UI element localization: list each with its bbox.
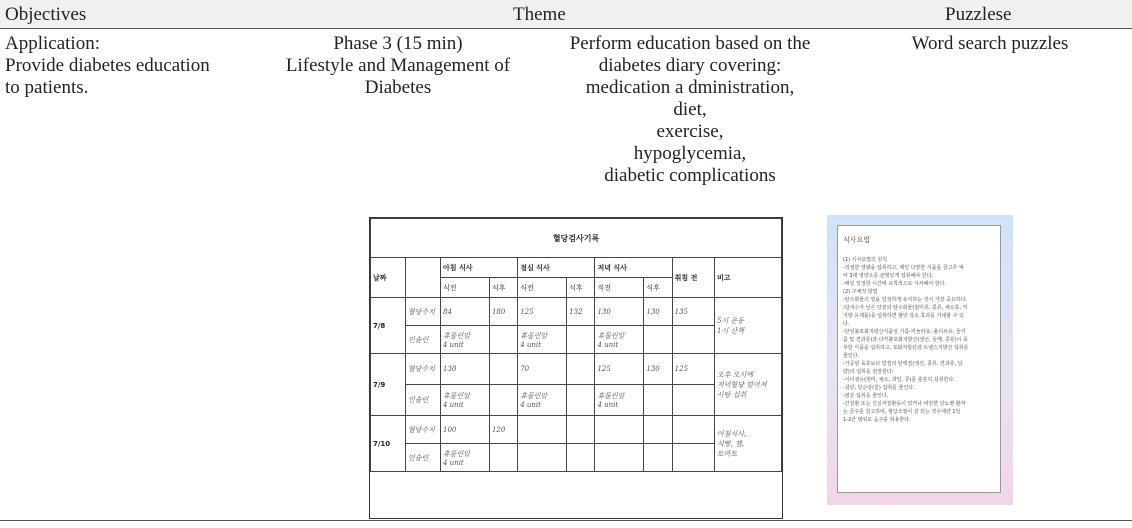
- content-line: exercise,: [656, 121, 724, 142]
- insulin-unit: 4 unit: [443, 340, 464, 349]
- diet-line: -식이섬유(현미, 채소, 과일, 콩)를 충분히 섭취한다.: [843, 377, 955, 383]
- insulin-unit: 4 unit: [597, 340, 619, 349]
- diary-note: [715, 298, 782, 354]
- diary-value: 70: [518, 354, 567, 385]
- diary-note-line: 1시 산책: [717, 326, 744, 335]
- insulin-name: 휴물린알: [520, 392, 548, 400]
- diary-value: 120: [489, 416, 517, 444]
- content-line: medication a dministration,: [585, 77, 795, 98]
- insulin-unit: 4 unit: [443, 401, 464, 409]
- header-rule: [0, 28, 1132, 29]
- diary-sub-header: 식후: [489, 278, 517, 298]
- diabetes-diary-image: [369, 217, 783, 519]
- diary-meal-header: 아침 식사: [441, 258, 518, 278]
- diary-meal-header: 저녁 식사: [595, 258, 672, 278]
- diary-note-header: 비고: [715, 258, 782, 298]
- diary-sub-header: 식전: [441, 278, 490, 298]
- table-header: [0, 0, 1132, 28]
- diary-value: 84: [441, 298, 490, 326]
- diary-sub-header: 식전: [595, 278, 644, 298]
- diary-date: 7/9: [371, 354, 406, 416]
- header-objectives: Objectives: [5, 4, 87, 25]
- diary-value: [567, 354, 595, 385]
- diary-title: 혈당검사기록: [371, 219, 782, 258]
- content-line: diabetes diary covering:: [598, 55, 782, 76]
- insulin-name: 휴물린알: [443, 392, 471, 400]
- diet-line: -적절한 열량을 섭취하고, 매일 다양한 식품을 골고루 먹: [843, 265, 964, 271]
- diet-line: 부한 식품을 섭취하고, 포화지방산과 트랜스지방산 섭취를: [843, 345, 969, 351]
- diet-line: -탄수화물의 양을 일정하게 유지하는 것이 가장 중요하다.: [843, 297, 968, 303]
- diary-label: 혈당수치: [406, 298, 441, 326]
- diet-line: (2) 구체적 방법: [843, 289, 878, 295]
- objective-cell: [5, 33, 260, 99]
- diary-value: 180: [489, 298, 517, 326]
- diary-label: 혈당수치: [406, 416, 441, 444]
- diary-note-line: 오후 오시에: [717, 370, 754, 379]
- diet-page: [837, 225, 1001, 493]
- diet-line: 어 3대 영양소를 균형있게 섭취해야 한다.: [843, 273, 933, 279]
- diary-value: 125: [595, 354, 644, 385]
- insulin-name: 휴물린알: [597, 392, 625, 400]
- objective-line: Provide diabetes education: [5, 55, 210, 76]
- content-line: hypoglycemia,: [633, 143, 747, 164]
- diary-note-line: 아침식사,: [717, 429, 747, 438]
- diet-line: -매일 일정한 시간에 규칙적으로 식사해야 한다.: [843, 281, 947, 287]
- insulin-unit: 4 unit: [520, 340, 541, 349]
- diary-sub-header: 식전: [518, 278, 567, 298]
- diary-insulin: [595, 326, 644, 354]
- diary-insulin: [518, 326, 567, 354]
- diary-value: 132: [567, 298, 595, 326]
- diary-meal-header: 점심 식사: [518, 258, 595, 278]
- phase-line: Diabetes: [364, 77, 432, 98]
- diet-line: -가공된 육류보다 양질의 단백질(생선, 콩류, 견과류, 달: [843, 361, 963, 367]
- diary-insulin: [441, 385, 490, 416]
- diet-line: -단일불포화지방산식품성 기름-카놀라유, 올리브유, 들기: [843, 329, 966, 335]
- diet-line: -간질환 또는 신실저질환등이 있거나 비만한 당뇨병 환자: [843, 401, 966, 407]
- diary-insulin: [518, 385, 567, 416]
- insulin-unit: 4 unit: [597, 401, 619, 409]
- phase-line: Phase 3 (15 min): [333, 33, 463, 54]
- insulin-unit: 4 unit: [443, 458, 464, 467]
- diary-note-line: 사탕 섭취: [717, 390, 747, 399]
- diary-label: 인슐린: [406, 444, 441, 472]
- header-theme: Theme: [513, 4, 566, 25]
- diet-line: (1) 식사요법의 원칙: [843, 257, 888, 263]
- bottom-rule: [0, 520, 1132, 521]
- content-line: diet,: [673, 99, 707, 120]
- diet-line: -당지수가 낮은 당질의 탄수화물(현미류, 콩류, 채소류, 저: [843, 305, 968, 311]
- objective-line: to patients.: [5, 77, 89, 98]
- content-line: Perform education based on the: [569, 33, 811, 54]
- diary-value: 130: [644, 298, 672, 326]
- diary-value: 130: [595, 298, 644, 326]
- header-puzzles: Puzzlese: [945, 4, 1012, 25]
- diet-line: 는 금주를 원고하며, 혈당조절이 잘 되는 경우에만 1일: [843, 409, 961, 415]
- diary-label: 혈당수치: [406, 354, 441, 385]
- diet-line: 다.: [843, 321, 850, 327]
- diary-value: [489, 354, 517, 385]
- insulin-unit: 4 unit: [520, 401, 541, 409]
- diary-insulin: [595, 385, 644, 416]
- diary-note-line: 식빵, 잼,: [717, 439, 744, 448]
- diary-value: 135: [672, 298, 714, 326]
- diary-insulin: [441, 326, 490, 354]
- diary-note: [715, 354, 782, 416]
- diary-sub-header: 식후: [644, 278, 672, 298]
- diary-value: 125: [672, 354, 714, 385]
- insulin-name: 휴물린알: [443, 449, 471, 458]
- diet-line: -설탕, 단순당(꿀) 섭취를 줄인다.: [843, 385, 915, 391]
- diet-therapy-image: [827, 215, 1013, 505]
- diary-date: 7/8: [371, 298, 406, 354]
- diary-note-line: 토마토: [717, 449, 738, 458]
- diet-line: 지방 유제품)을 섭취하면 혈당 감소 효과를 기대할 수 있: [843, 313, 964, 319]
- diary-date-header: 날짜: [371, 258, 406, 298]
- diary-bed-header: 취침 전: [672, 258, 714, 298]
- diary-value: 125: [518, 298, 567, 326]
- diet-title: 식사요법: [843, 236, 871, 244]
- diary-value: 100: [441, 416, 490, 444]
- diary-sub-header: 식후: [567, 278, 595, 298]
- insulin-name: 휴물린알: [520, 331, 548, 340]
- diet-line: 걀)의 섭취를 권장한다.: [843, 369, 894, 375]
- diary-note-line: 저녁혈당 떨어져: [717, 380, 767, 389]
- insulin-name: 휴물린알: [597, 331, 625, 340]
- content-cell: [540, 33, 840, 187]
- diary-value: 130: [441, 354, 490, 385]
- diet-line: 줄인다.: [843, 353, 860, 359]
- diary-note-line: 5시 운동: [717, 316, 744, 325]
- content-line: diabetic complications: [604, 165, 776, 186]
- phase-cell: [262, 33, 534, 99]
- diet-line: 름 및 견과류)과 다가불포화지방산(생선, 들깨, 콩류)이 풍: [843, 337, 968, 343]
- diary-label: 인슐린: [406, 326, 441, 354]
- phase-line: Lifestyle and Management of: [285, 55, 511, 76]
- diary-note: [715, 416, 782, 472]
- diary-value: 130: [644, 354, 672, 385]
- diet-text: [843, 256, 995, 424]
- diary-insulin: [441, 444, 490, 472]
- puzzle-cell: Word search puzzles: [911, 33, 1069, 54]
- diary-date: 7/10: [371, 416, 406, 472]
- diet-line: -염분 섭취를 줄인다.: [843, 393, 889, 399]
- diet-line: 1-2잔 범위로 음주를 허용한다.: [843, 417, 911, 423]
- insulin-name: 휴물린알: [443, 331, 471, 340]
- diary-label: 인슐린: [406, 385, 441, 416]
- objective-line: Application:: [5, 33, 100, 54]
